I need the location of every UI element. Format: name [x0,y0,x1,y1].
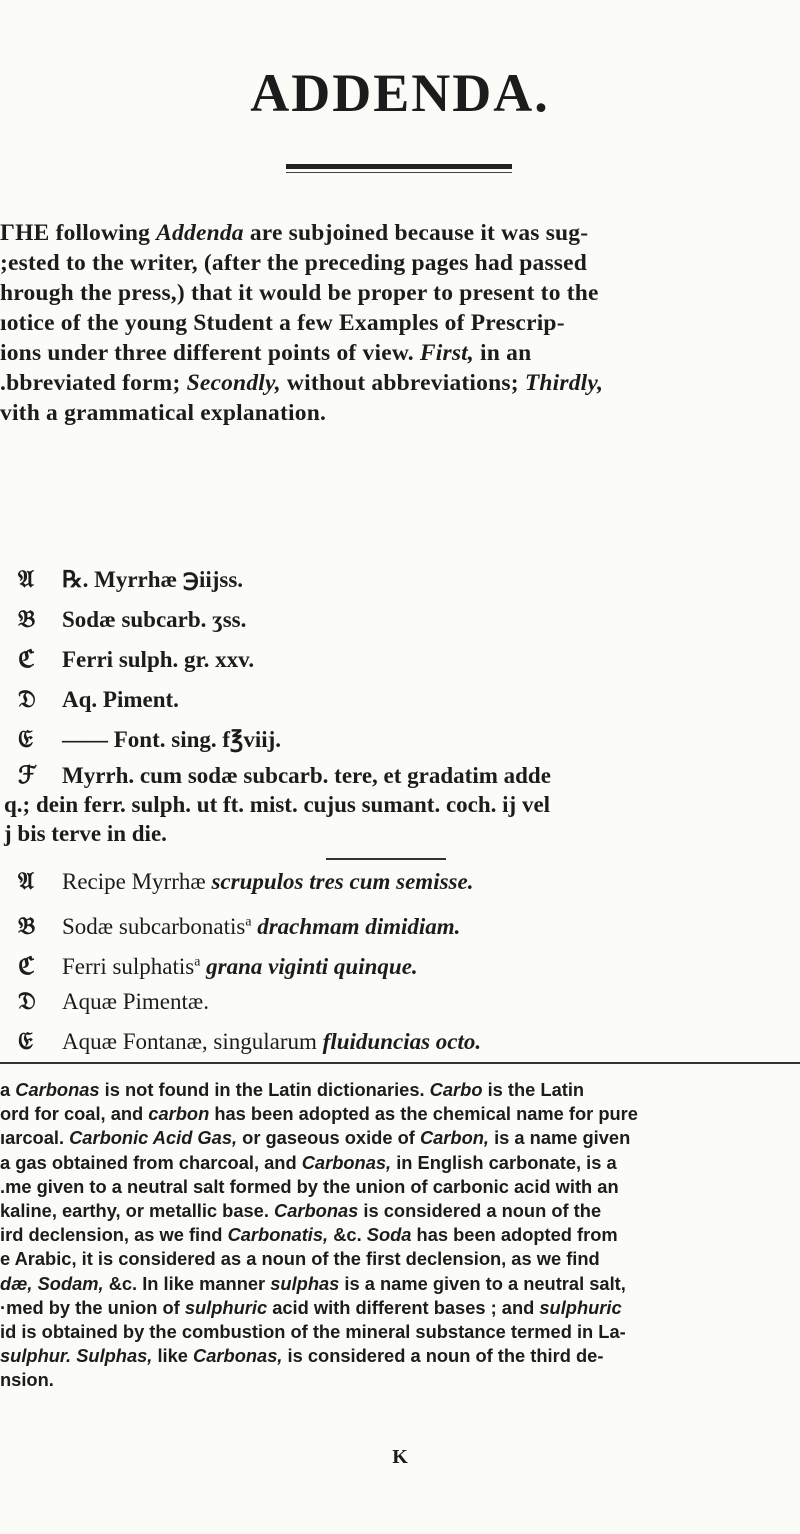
prescription-line [18,904,460,938]
intro-line: ГHE following Addenda are subjoined because it was sug- [0,220,589,246]
intro-line: vith a grammatical explanation. [0,400,327,426]
prescription-text: Aquæ Pimentæ. [62,989,209,1014]
line-marker-icon: 𝔇 [18,684,36,713]
prescription-direction [0,760,800,848]
prescription-text: Ferri sulph. gr. xxv. [62,647,255,672]
intro-line: ions under three different points of view. First, in an [0,340,532,366]
line-marker-icon: ℭ [18,644,35,673]
line-marker-icon: 𝔄 [18,866,34,895]
intro-line: ıotice of the young Student a few Examples of Prescrip- [0,310,565,336]
prescription-line [18,562,243,596]
line-marker-icon: ℱ [18,760,37,789]
line-marker-icon: 𝔅 [18,604,36,633]
direction-line: q.; dein ferr. sulph. ut ft. mist. cujus sumant. coch. ij vel [4,792,551,817]
prescription-line [18,602,246,636]
intro-line: .bbreviated form; Secondly, without abbreviations; Thirdly, [0,370,604,396]
prescription-line [18,722,281,756]
footnote-line: dæ, Sodam, &c. In like manner sulphas is a name given to a neutral salt, [0,1272,626,1294]
footnote-line: ıarcoal. Carbonic Acid Gas, or gaseous oxide of Carbon, is a name given [0,1127,631,1149]
line-marker-icon: 𝔅 [18,910,36,940]
line-marker-icon: ℭ [18,950,35,980]
prescription-line [18,1024,481,1058]
line-marker-icon: 𝔈 [18,724,33,753]
prescription-line [18,682,179,716]
prescription-text: —— Font. sing. f℥viij. [62,727,282,752]
footnote-line: a gas obtained from charcoal, and Carbonas, in English carbonate, is a [0,1151,617,1173]
prescription-line [18,984,209,1018]
footnote-line: nsion. [0,1369,54,1391]
footnote-line: e Arabic, it is considered as a noun of the first declension, as we find [0,1248,600,1270]
footnote-line: id is obtained by the combustion of the mineral substance termed in La- [0,1321,626,1343]
prescription-line [18,864,473,898]
prescription-line [18,944,418,978]
prescription-text: Sodæ subcarbonatis$^a$ drachmam dimidiam. [62,913,461,939]
footnote-reference: a [245,913,252,928]
footnote-line: sulphur. Sulphas, like Carbonas, is considered a noun of the third de- [0,1345,604,1367]
line-marker-icon: 𝔄 [18,564,34,593]
prescription-text: Ferri sulphatis$^a$ grana viginti quinque. [62,953,418,979]
footnote-line: a Carbonas is not found in the Latin dictionaries. Carbo is the Latin [0,1079,585,1100]
page-title: ADDENDA. [250,63,550,123]
line-marker-icon: 𝔈 [18,1026,33,1055]
footnote-line: .me given to a neutral salt formed by the union of carbonic acid with an [0,1175,619,1197]
section-separator [326,858,446,860]
direction-line: ℱ Myrrh. cum sodæ subcarb. tere, et gradatim adde [18,760,551,789]
intro-line: hrough the press,) that it would be proper to present to the [0,280,599,306]
footnote-line: ird declension, as we find Carbonatis, &c. Soda has been adopted from [0,1224,618,1246]
intro-paragraph [0,218,800,428]
footnote-separator [0,1062,800,1064]
title-rule-thin [286,172,512,173]
prescription-text: Aquæ Fontanæ, singularum fluiduncias octo. [62,1029,482,1054]
footnote-line: ·med by the union of sulphuric acid with different bases ; and sulphuric [0,1296,622,1318]
direction-line: j bis terve in die. [4,821,167,846]
prescription-line [18,642,254,676]
prescription-text: ℞. Myrrhæ ℈iijss. [62,567,244,592]
prescription-text: Aq. Piment. [62,687,179,712]
title-rule [286,164,512,169]
footnote [0,1078,800,1393]
line-marker-icon: 𝔇 [18,986,36,1015]
footnote-line: ord for coal, and carbon has been adopted as the chemical name for pure [0,1103,638,1125]
footnote-reference: a [194,953,201,968]
footnote-line: kaline, earthy, or metallic base. Carbonas is considered a noun of the [0,1200,602,1222]
prescription-text: Recipe Myrrhæ scrupulos tres cum semisse. [62,869,474,894]
prescription-text: Sodæ subcarb. ʒss. [62,607,247,632]
signature-mark: K [392,1446,408,1468]
intro-line: ;ested to the writer, (after the preceding pages had passed [0,250,588,276]
